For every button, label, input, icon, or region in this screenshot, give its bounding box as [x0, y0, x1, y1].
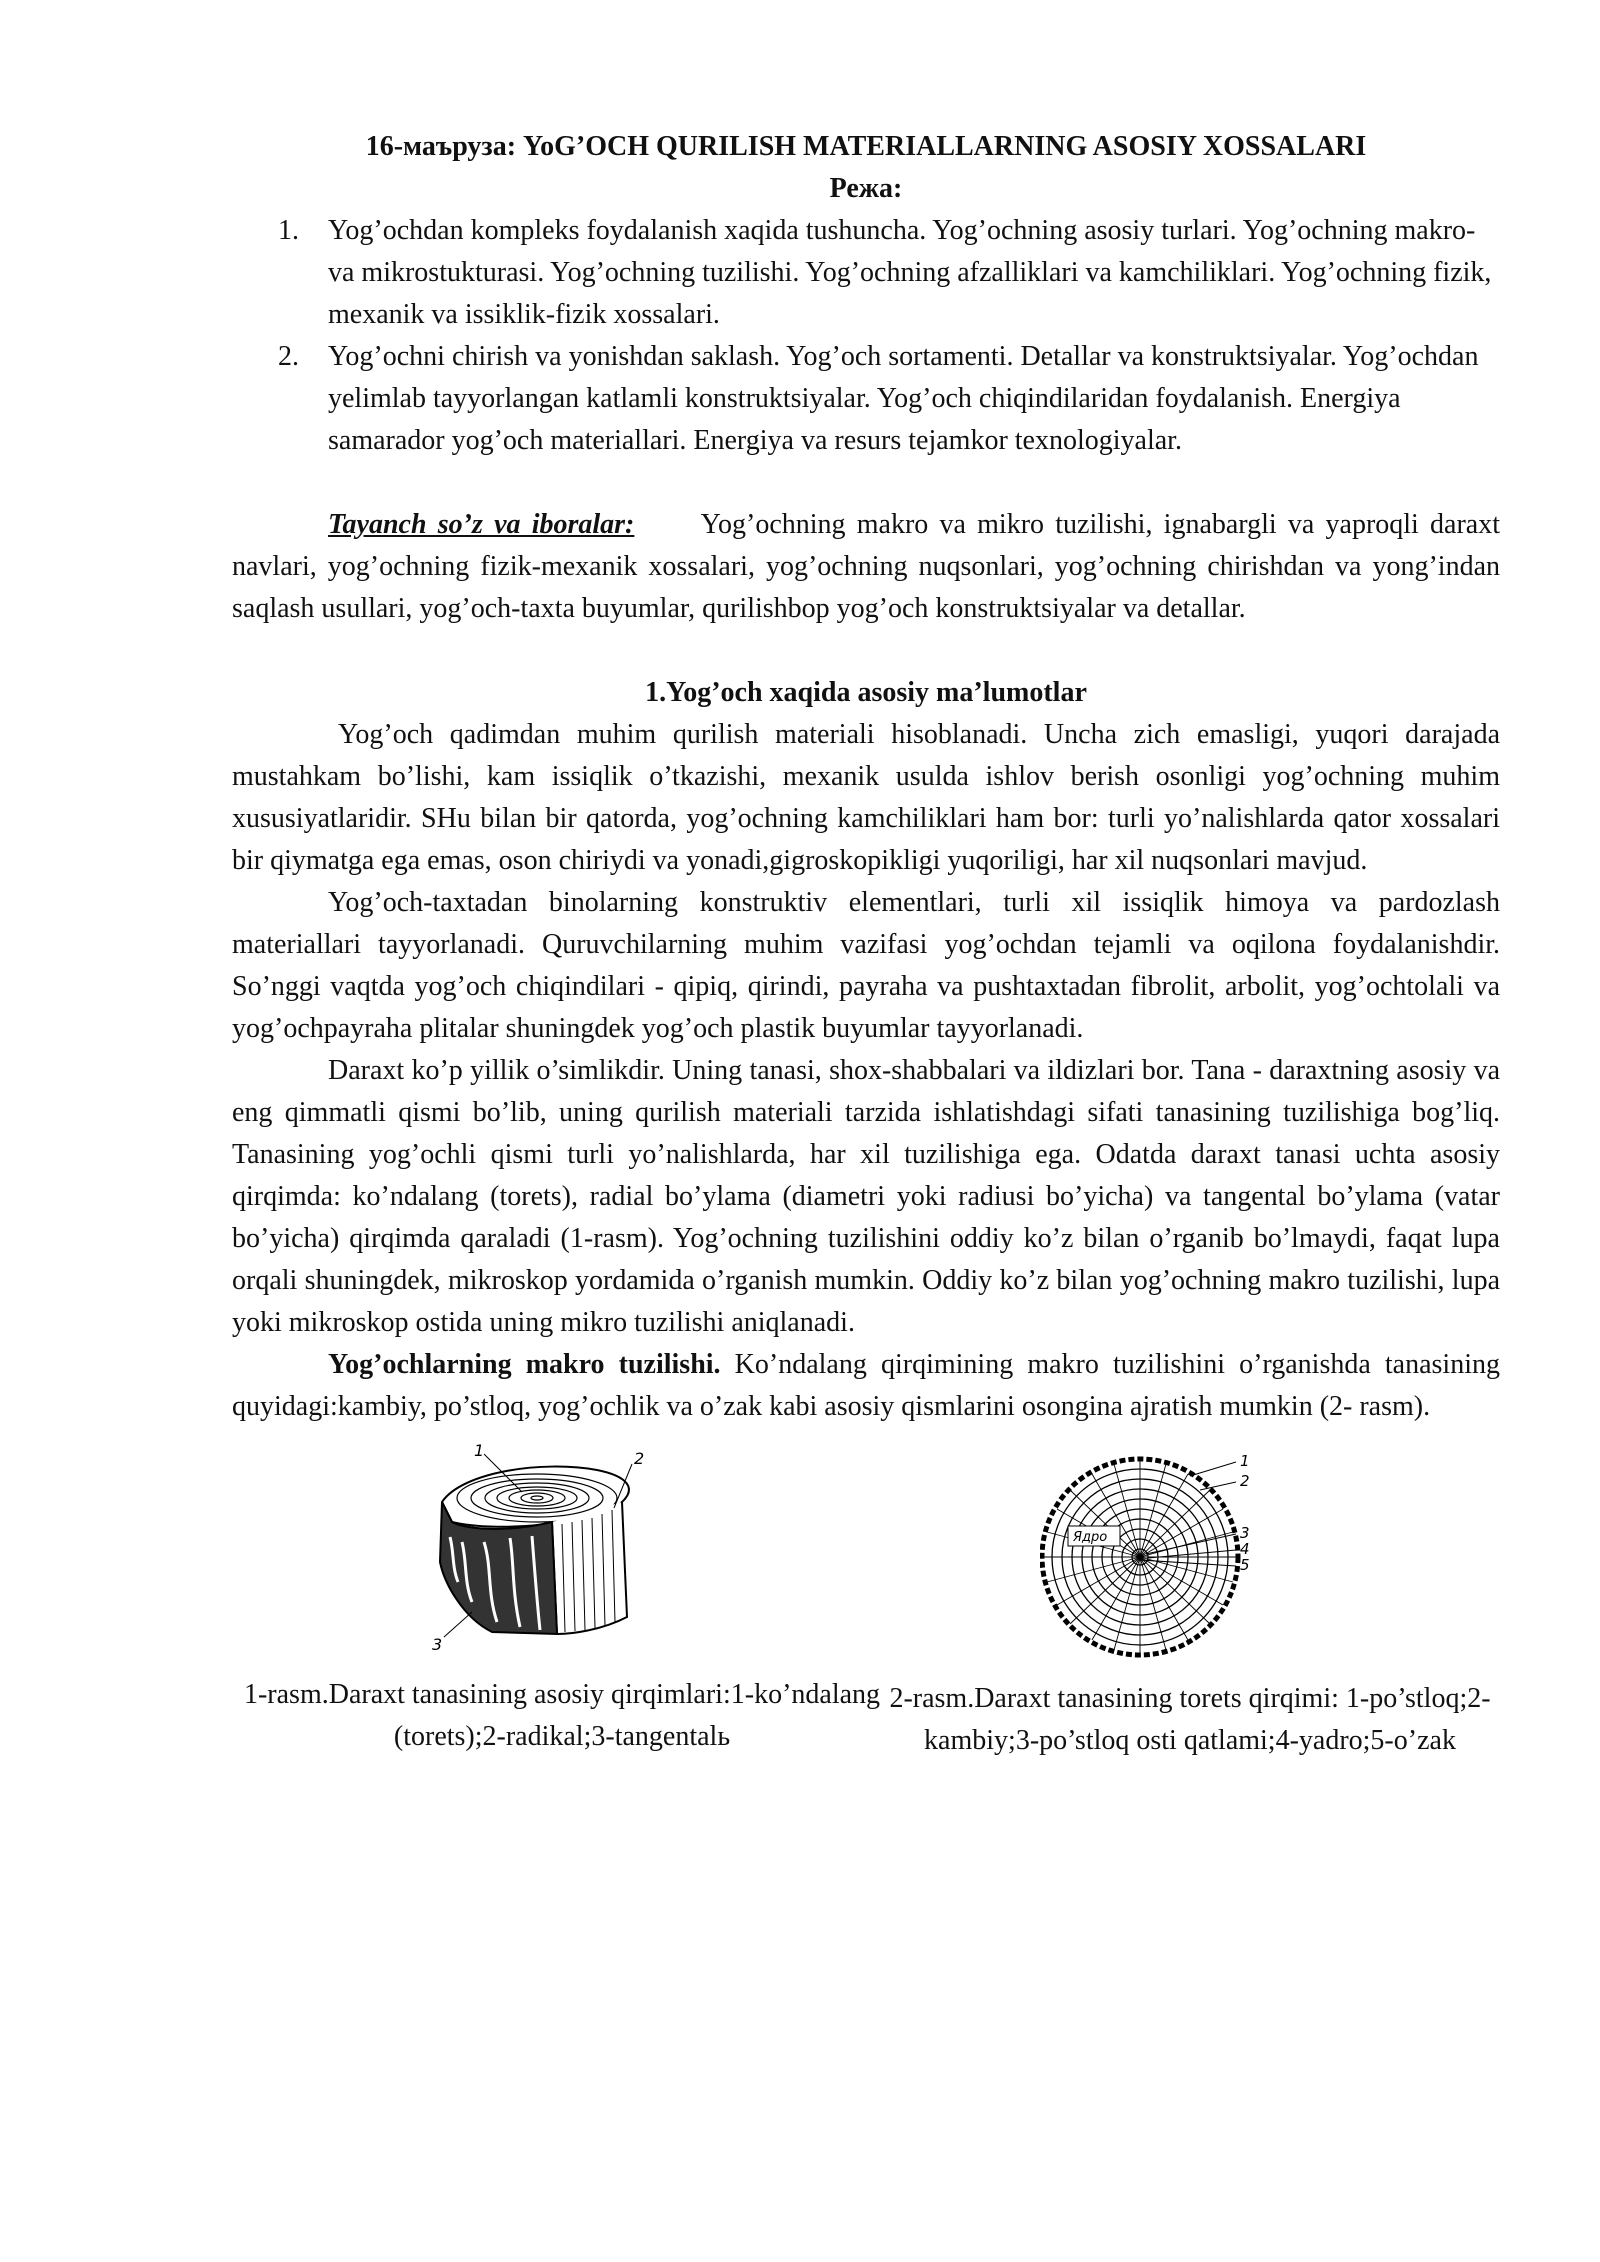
figures-row [232, 1442, 1500, 1842]
keywords-text: Yog’ochning makro va mikro tuzilishi, ignabargli va yaproqli daraxt navlari, yog’ochning fizik-mexanik xossalari, yog’ochning nuqsonlari, yog’ochning chirishdan va yong’indan saqlash usullari, yog’och-taxta buyumlar, qurilishbop yog’och konstruktsiyalar va detallar. [232, 509, 1500, 624]
plan-list [232, 210, 1500, 462]
plan-item-number: 2. [278, 341, 299, 372]
figure-2-label: 1 [1240, 1452, 1250, 1470]
figure-2-inner-text: Ядро [1073, 1530, 1108, 1545]
figure-2-caption: 2-rasm.Daraxt tanasining torets qirqimi: 1-po’stloq;2-kambiy;3-po’stloq osti qatlami;4-yadro;5-o’zak [889, 1683, 1491, 1756]
figure-1-label: 1 [474, 1442, 485, 1460]
figure-1-label: 2 [634, 1449, 645, 1468]
plan-item [232, 336, 1500, 462]
section-heading: 1.Yog’och xaqida asosiy ma’lumotlar [645, 677, 1087, 708]
plan-heading: Режа: [829, 173, 903, 204]
figure-2-label: 3 [1240, 1524, 1250, 1542]
figure-1-label: 3 [432, 1635, 443, 1652]
body-paragraph-3: Daraxt ko’p yillik o’simlikdir. Uning tanasi, shox-shabbalari va ildizlari bor. Tana - daraxtning asosiy va eng qimmatli qismi bo’lib, uning qurilish materiali tarzida ishlatishdagi sifati tanasining tuzilishiga bog’liq. Tanasining yog’ochli qismi turli yo’nalishlarda, har xil tuzilishiga ega. Odatda daraxt tanasi uchta asosiy qirqimda: ko’ndalang (torets), radial bo’ylama (diametri yoki radiusi bo’yicha) va tangental bo’ylama (vatar bo’yicha) qirqimda qaraladi (1-rasm). Yog’ochning tuzilishini oddiy ko’z bilan o’rganib bo’lmaydi, faqat lupa orqali shuningdek, mikroskop yordamida o’rganish mumkin. Oddiy ko’z bilan yog’ochning makro tuzilishi, lupa yoki mikroskop ostida uning mikro tuzilishi aniqlanadi. [232, 1055, 1500, 1338]
log-cross-sections-illustration [422, 1442, 672, 1652]
figure-1 [232, 1442, 892, 1758]
plan-item-text: Yog’ochdan kompleks foydalanish xaqida tushuncha. Yog’ochning asosiy turlari. Yog’ochning makro- va mikrostukturasi. Yog’ochning tuzilishi. Yog’ochning afzalliklari va kamchiliklari. Yog’ochning fizik, mexanik va issiklik-fizik xossalari. [328, 215, 1492, 330]
plan-item-text: Yog’ochni chirish va yonishdan saklash. Yog’och sortamenti. Detallar va konstruktsiyalar. Yog’ochdan yelimlab tayyorlangan katlamli konstruktsiyalar. Yog’och chiqindilaridan foydalanish. Energiya samarador yog’och materiallari. Energiya va resurs tejamkor texnologiyalar. [328, 341, 1479, 456]
figure-1-caption: 1-rasm.Daraxt tanasining asosiy qirqimlari:1-ko’ndalang (torets);2-radikal;3-tangentalь [243, 1679, 881, 1752]
body-paragraph-4 [232, 1344, 1500, 1428]
plan-item [232, 210, 1500, 336]
subheading-inline: Yog’ochlarning makro tuzilishi. [328, 1349, 721, 1380]
figure-2-label: 4 [1240, 1540, 1250, 1558]
plan-item-number: 1. [278, 215, 299, 246]
keywords-paragraph [232, 504, 1500, 630]
body-paragraph-4-text: Ko’ndalang qirqimining makro tuzilishini o’rganishda tanasining quyidagi:kambiy, po’stloq, yog’ochlik va o’zak kabi asosiy qismlarini osongina ajratish mumkin (2- rasm). [232, 1349, 1500, 1422]
figure-2-label: 2 [1240, 1472, 1250, 1490]
document-page [232, 126, 1500, 1842]
figure-2 [880, 1442, 1500, 1762]
spacer [232, 462, 1500, 504]
keywords-label: Tayanch so’z va iboralar: [328, 509, 635, 540]
lecture-title: 16-маъруза: YoG’OCH QURILISH MATERIALLARNING ASOSIY XOSSALARI [365, 131, 1367, 162]
log-end-section-illustration [1040, 1442, 1270, 1672]
body-paragraph-2: Yog’och-taxtadan binolarning konstruktiv elementlari, turli xil issiqlik himoya va pardozlash materiallari tayyorlanadi. Quruvchilarning muhim vazifasi yog’ochdan tejamli va oqilona foydalanishdir. So’nggi vaqtda yog’och chiqindilari - qipiq, qirindi, payraha va pushtaxtadan fibrolit, arbolit, yog’ochtolali va yog’ochpayraha plitalar shuningdek yog’och plastik buyumlar tayyorlanadi. [232, 887, 1500, 1044]
body-paragraph-1: Yog’och qadimdan muhim qurilish materiali hisoblanadi. Uncha zich emasligi, yuqori darajada mustahkam bo’lishi, kam issiqlik o’tkazishi, mexanik usulda ishlov berish osonligi yog’ochning muhim xususiyatlaridir. SHu bilan bir qatorda, yog’ochning kamchiliklari ham bor: turli yo’nalishlarda qator xossalari bir qiymatga ega emas, oson chiriydi va yonadi,gigroskopikligi yuqoriligi, har xil nuqsonlari mavjud. [232, 719, 1500, 876]
figure-2-label: 5 [1240, 1556, 1250, 1574]
